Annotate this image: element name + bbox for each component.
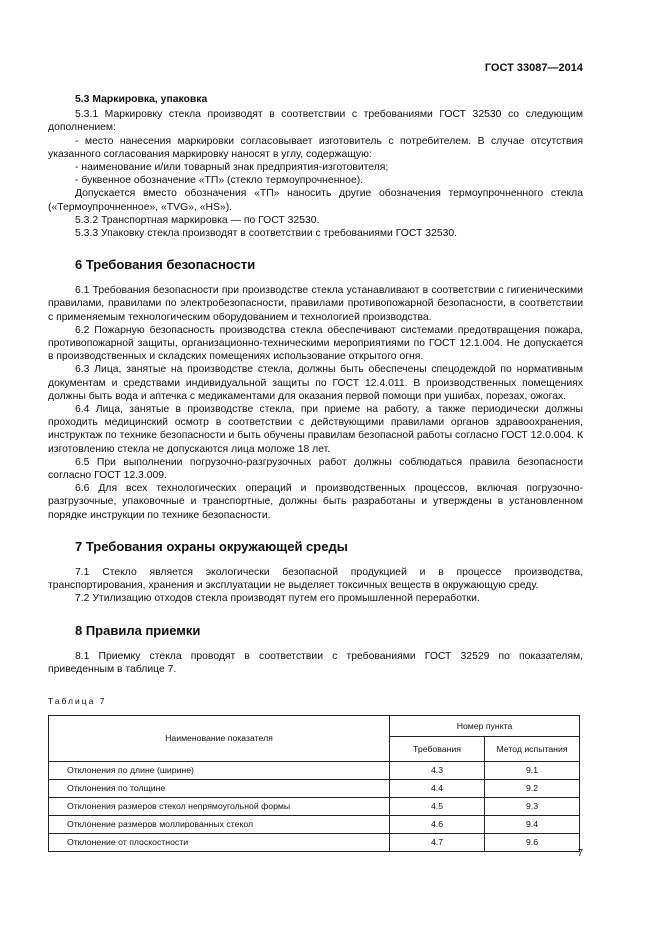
paragraph: - место нанесения маркировки согласовывает изготовитель с потребителем. В случае отсутствия указанного согласования маркировку наносят в углу, содержащую: — [48, 135, 583, 160]
table-row — [49, 762, 580, 780]
paragraph: 6.4 Лица, занятые в производстве стекла, при приеме на работу, а также периодически должны проходить медицинский осмотр в соответствии с действующими правилами органов здравоохранения, инструктаж по технике безопасности и быть обучены правилам безопасной работы согласно ГОСТ 12.0.004. К изготовлению стекла не допускаются лица моложе 18 лет. — [48, 404, 583, 455]
section-7-heading: 7 Требования охраны окружающей среды — [75, 538, 348, 554]
paragraph: 7.1 Стекло является экологически безопасной продукцией и в процессе производства, транспортирования, хранения и эксплуатации не выделяет токсичных веществ в окружающую среду. — [48, 566, 583, 592]
paragraph: 6.1 Требования безопасности при производстве стекла устанавливают в соответствии с гигиеническими правилами, правилами по электробезопасности, правилами противопожарной безопасности, в соответствии с применяемым технологическим оборудованием и технологией производства. — [48, 285, 583, 323]
paragraph: 5.3.3 Упаковку стекла производят в соответствии с требованиями ГОСТ 32530. — [75, 228, 458, 240]
column-header-requirements: Требования — [390, 737, 485, 762]
row-requirement: 4.5 — [390, 798, 485, 816]
paragraph: 8.1 Приемку стекла проводят в соответствии с требованиями ГОСТ 32529 по показателям, приведенным в таблице 7. — [48, 650, 583, 675]
paragraph: 7.2 Утилизацию отходов стекла производят путем его промышленной переработки. — [75, 593, 480, 605]
list-item: - наименование и/или товарный знак предприятия-изготовителя; — [75, 162, 389, 174]
paragraph: 5.3.1 Маркировку стекла производят в соответствии с требованиями ГОСТ 32530 со следующим дополнением: — [48, 109, 583, 134]
row-name: Отклонение от плоскостности — [49, 834, 390, 852]
row-name: Отклонение размеров моллированных стекол — [49, 816, 390, 834]
row-method: 9.6 — [485, 834, 580, 852]
page-content — [48, 93, 583, 852]
document-number: ГОСТ 33087—2014 — [484, 62, 583, 74]
column-group-header: Номер пункта — [390, 716, 580, 737]
column-header-name: Наименование показателя — [49, 716, 390, 762]
paragraph: Допускается вместо обозначения «ТП» наносить другие обозначения термоупрочненного стекла («Термоупрочненное», «TVG», «HS»). — [48, 188, 583, 213]
section-8-heading: 8 Правила приемки — [75, 622, 201, 638]
row-requirement: 4.3 — [390, 762, 485, 780]
table-row — [49, 834, 580, 852]
row-name: Отклонения по длине (ширине) — [49, 762, 390, 780]
page-number: 7 — [577, 848, 583, 859]
column-header-method: Метод испытания — [485, 737, 580, 762]
row-requirement: 4.6 — [390, 816, 485, 834]
paragraph: 6.3 Лица, занятые на производстве стекла, должны быть обеспечены спецодеждой по нормативным документам и средствами индивидуальной защиты по ГОСТ 12.4.011. В производственных помещениях должны быть вода и аптечка с медикаментами для оказания первой помощи при ушибах, порезах, ожогах. — [48, 364, 583, 402]
table-caption: Таблица 7 — [48, 695, 107, 706]
row-requirement: 4.7 — [390, 834, 485, 852]
paragraph: 5.3.2 Транспортная маркировка — по ГОСТ 32530. — [75, 214, 320, 226]
section-5-3-heading: 5.3 Маркировка, упаковка — [75, 94, 208, 105]
table-row — [49, 780, 580, 798]
table-row — [49, 816, 580, 834]
row-method: 9.3 — [485, 798, 580, 816]
row-requirement: 4.4 — [390, 780, 485, 798]
list-item: - буквенное обозначение «ТП» (стекло термоупрочненное). — [75, 175, 364, 187]
indicators-table — [48, 715, 580, 852]
row-method: 9.2 — [485, 780, 580, 798]
paragraph: 6.6 Для всех технологических операций и производственных процессов, включая погрузочно-разгрузочные, упаковочные и транспортные, должны быть разработаны и утверждены в установленном порядке инструкции по технике безопасности. — [48, 483, 583, 521]
row-name: Отклонения размеров стекол непрямоугольной формы — [49, 798, 390, 816]
table-row — [49, 798, 580, 816]
row-name: Отклонения по толщине — [49, 780, 390, 798]
row-method: 9.1 — [485, 762, 580, 780]
row-method: 9.4 — [485, 816, 580, 834]
paragraph: 6.5 При выполнении погрузочно-разгрузочных работ должны соблюдаться правила безопасности согласно ГОСТ 12.3.009. — [48, 456, 583, 482]
paragraph: 6.2 Пожарную безопасность производства стекла обеспечивают системами предотвращения пожара, противопожарной защиты, организационно-техническими мероприятиями по ГОСТ 12.1.004. Не допускается в производственных и складских помещениях использование открытого огня. — [48, 324, 583, 363]
section-6-heading: 6 Требования безопасности — [75, 257, 256, 273]
